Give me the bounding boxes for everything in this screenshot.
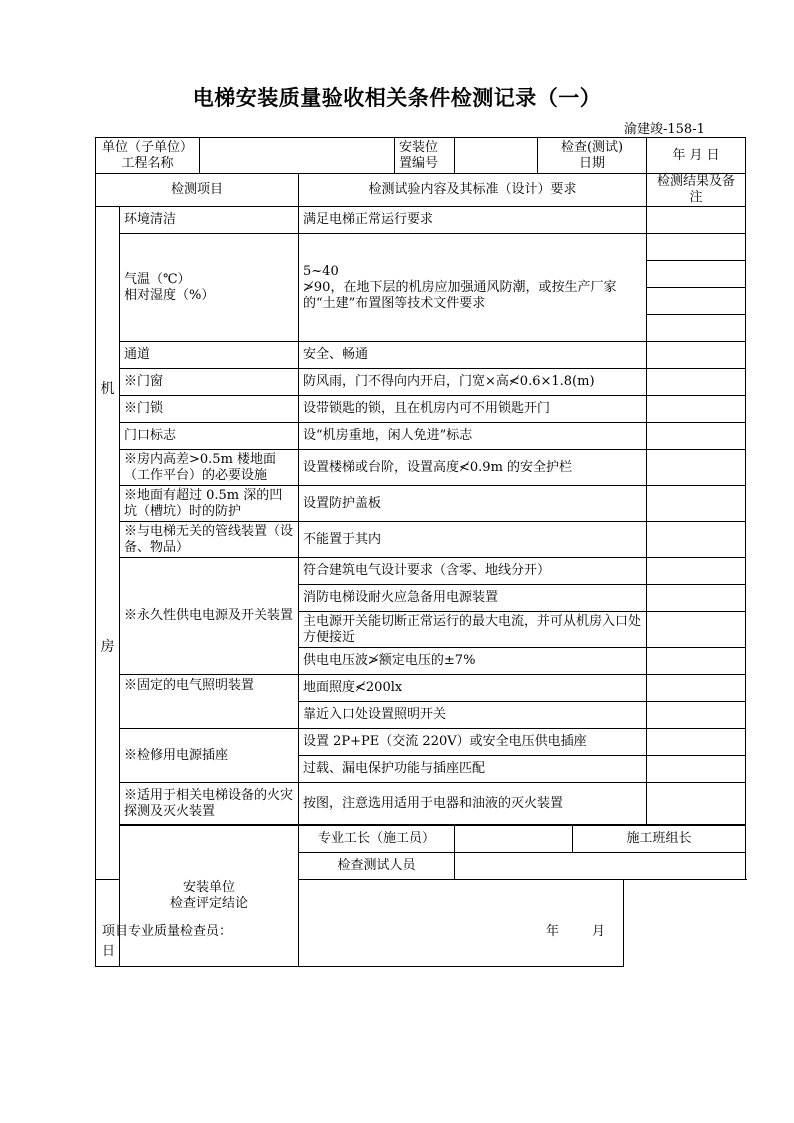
item-label: ※固定的电气照明装置 [120,675,299,729]
result-cell[interactable] [647,261,746,288]
item-content: 消防电梯设耐火应急备用电源装置 [299,585,647,612]
result-cell[interactable] [647,423,746,450]
result-cell[interactable] [647,675,746,702]
unit-label: 单位（子单位） 工程名称 [96,138,200,174]
sign-year: 年 [546,924,560,939]
item-label: 气温（℃） 相对湿度（%） [120,234,299,342]
install-unit-label: 安装单位 检查评定结论 [120,826,299,967]
result-cell[interactable] [647,396,746,423]
date-field[interactable]: 年 月 日 [647,138,746,174]
item-content: 5~40 ≯90，在地下层的机房应加强通风防潮，或按生产厂家的“土建”布置图等技术文件要求 [299,234,647,342]
check-date-label: 检查(测试) 日期 [538,138,647,174]
item-content: 设“机房重地，闲人免进”标志 [299,423,647,450]
foreman-label: 专业工长（施工员） [299,826,455,853]
unit-name-field[interactable] [200,138,395,174]
item-label: 门口标志 [120,423,299,450]
team-leader-label: 施工班组长 [573,826,746,853]
result-cell[interactable] [647,234,746,261]
item-content: 设置 2P+PE（交流 220V）或安全电压供电插座 [299,729,647,756]
conclusion-area[interactable] [96,880,624,967]
result-cell[interactable] [647,585,746,612]
item-label: 环境清洁 [120,207,299,234]
result-cell[interactable] [647,207,746,234]
form-code: 渝建竣-158-1 [624,122,705,137]
qc-inspector-label: 项目专业质量检查员： [102,924,233,939]
item-label: ※房内高差>0.5m 楼地面（工作平台）的必要设施 [120,450,299,486]
result-cell[interactable] [647,288,746,315]
item-content: 按图，注意选用适用于电器和油液的灭火装置 [299,783,647,825]
result-cell[interactable] [647,702,746,729]
result-cell[interactable] [647,612,746,648]
item-content: 地面照度≮200lx [299,675,647,702]
item-content: 设带锁匙的锁，且在机房内可不用锁匙开门 [299,396,647,423]
item-label: ※地面有超过 0.5m 深的凹坑（槽坑）时的防护 [120,486,299,522]
result-cell[interactable] [647,648,746,675]
item-label: ※门窗 [120,369,299,396]
item-content: 满足电梯正常运行要求 [299,207,647,234]
item-content: 主电源开关能切断正常运行的最大电流，并可从机房入口处方便接近 [299,612,647,648]
item-label: ※适用于相关电梯设备的火灾探测及灭火装置 [120,783,299,825]
inspector-label: 检查测试人员 [299,853,455,880]
col-result-header: 检测结果及备注 [647,174,746,207]
result-cell[interactable] [647,783,746,825]
result-cell[interactable] [647,522,746,558]
item-content: 设置防护盖板 [299,486,647,522]
group-machine-room [96,207,120,880]
foreman-field[interactable] [455,826,573,853]
sign-month: 月 [592,924,606,939]
position-field[interactable] [455,138,538,174]
result-cell[interactable] [647,756,746,783]
item-content: 供电电压波≯额定电压的±7% [299,648,647,675]
item-label: 通道 [120,342,299,369]
inspector-field[interactable] [455,853,746,880]
result-cell[interactable] [647,486,746,522]
position-label: 安装位 置编号 [395,138,455,174]
result-cell[interactable] [647,342,746,369]
item-label: ※与电梯无关的管线装置（设备、物品） [120,522,299,558]
item-label: ※永久性供电电源及开关装置 [120,558,299,675]
result-cell[interactable] [647,369,746,396]
item-label: ※检修用电源插座 [120,729,299,783]
item-content: 不能置于其内 [299,522,647,558]
item-content: 符合建筑电气设计要求（含零、地线分开） [299,558,647,585]
item-content: 安全、畅通 [299,342,647,369]
group-char-1: 机 [100,381,115,397]
result-cell[interactable] [647,450,746,486]
result-cell[interactable] [647,729,746,756]
page-title: 电梯安装质量验收相关条件检测记录（一） [192,86,602,110]
item-content: 防风雨，门不得向内开启，门宽×高≮0.6×1.8(m) [299,369,647,396]
group-char-2: 房 [100,639,115,655]
item-label: ※门锁 [120,396,299,423]
col-content-header: 检测试验内容及其标准（设计）要求 [299,174,647,207]
item-content: 靠近入口处设置照明开关 [299,702,647,729]
inspection-table [95,137,746,967]
item-content: 过载、漏电保护功能与插座匹配 [299,756,647,783]
col-item-header: 检测项目 [96,174,299,207]
result-cell[interactable] [647,315,746,342]
sign-day: 日 [102,944,116,959]
item-content: 设置楼梯或台阶，设置高度≮0.9m 的安全护栏 [299,450,647,486]
result-cell[interactable] [647,558,746,585]
